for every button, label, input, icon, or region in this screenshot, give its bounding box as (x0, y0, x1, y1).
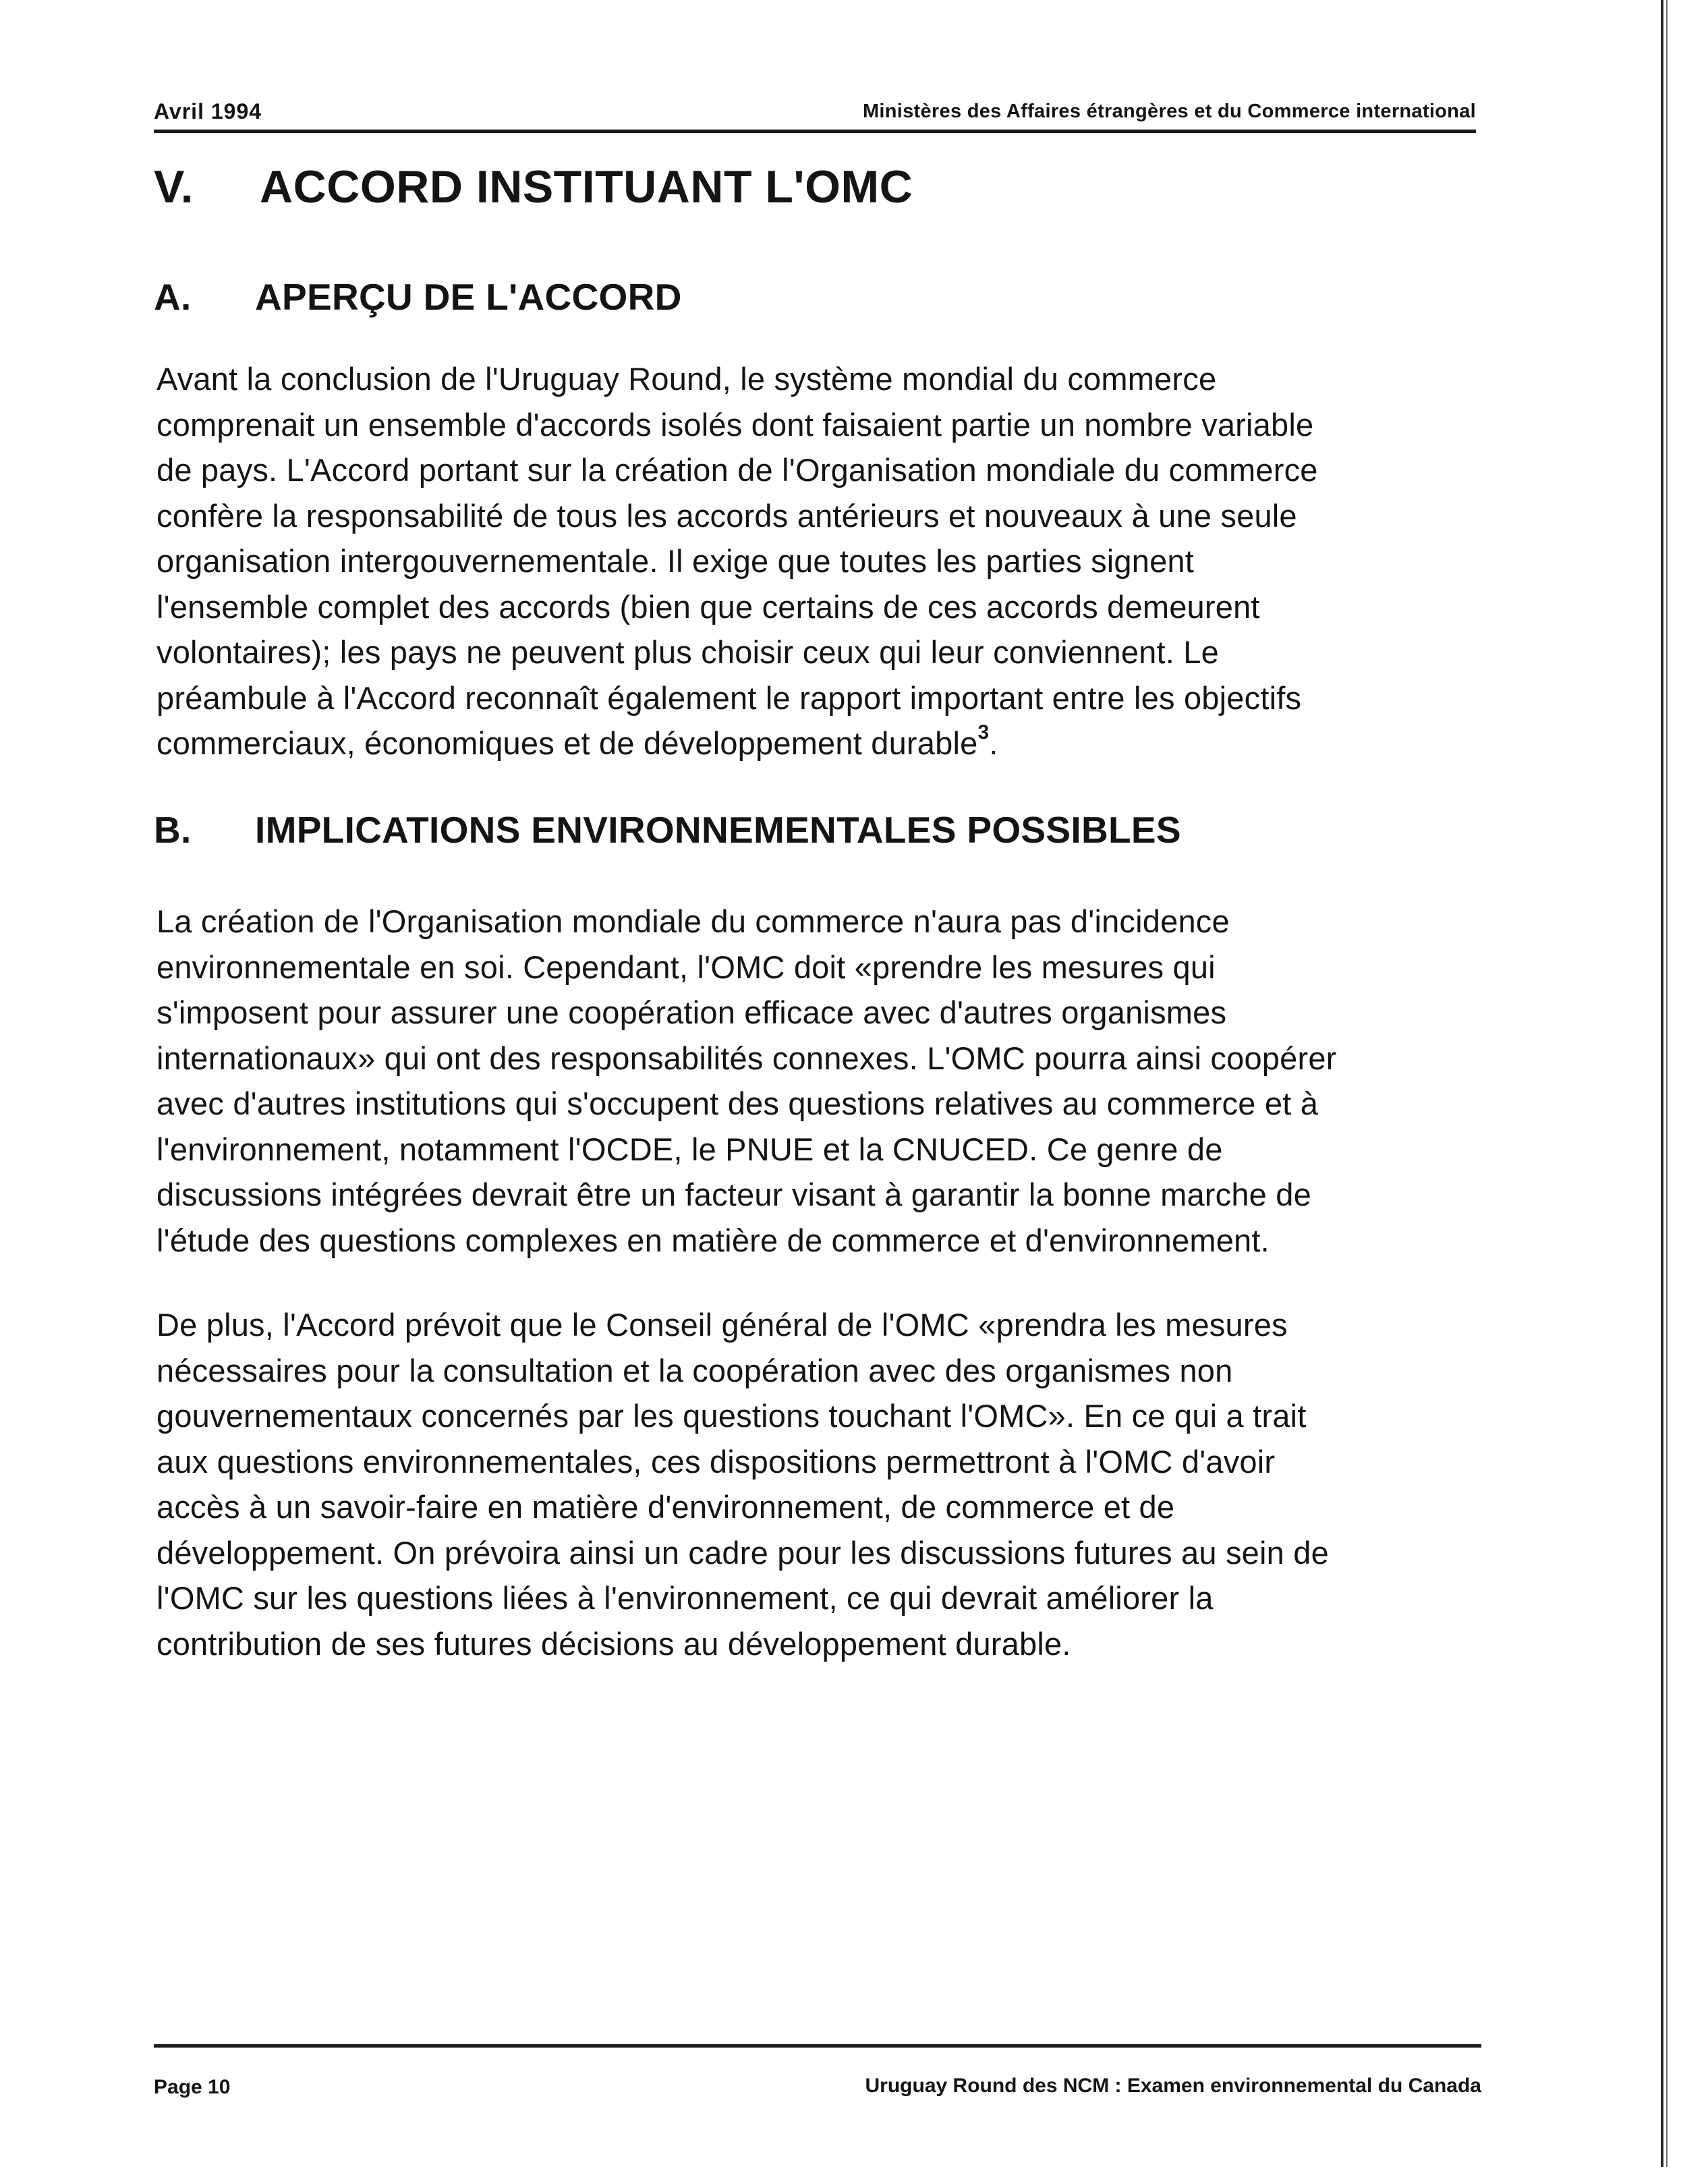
scan-border-shadow (1666, 0, 1668, 2167)
subsection-title: IMPLICATIONS ENVIRONNEMENTALES POSSIBLES (255, 809, 1181, 851)
text-line: confère la responsabilité de tous les accords antérieurs et nouveaux à une seule (156, 497, 1297, 534)
page-footer (154, 2044, 1481, 2098)
text-line: l'étude des questions complexes en matière de commerce et d'environnement. (156, 1222, 1270, 1258)
text-line: s'imposent pour assurer une coopération efficace avec d'autres organismes (156, 994, 1227, 1030)
scan-border (1661, 0, 1663, 2167)
text-line: commerciaux, économiques et de développement durable (156, 725, 978, 761)
text-line: l'OMC sur les questions liées à l'environnement, ce qui devrait améliorer la (156, 1580, 1214, 1616)
page-header (154, 90, 1476, 133)
text-line: comprenait un ensemble d'accords isolés dont faisaient partie un nombre variable (156, 406, 1314, 443)
text-line: nécessaires pour la consultation et la coopération avec des organismes non (156, 1352, 1233, 1388)
text-line-last (156, 721, 1492, 766)
paragraph-implications-1 (156, 899, 1492, 1263)
section-number: V. (154, 161, 194, 213)
page-number: Page 10 (154, 2076, 231, 2098)
section-heading (154, 161, 913, 213)
subsection-letter: B. (154, 809, 192, 851)
text-line: aux questions environnementales, ces dispositions permettront à l'OMC d'avoir (156, 1443, 1276, 1480)
subsection-heading-a (154, 275, 682, 318)
subsection-title: APERÇU DE L'ACCORD (255, 276, 682, 318)
text-line: Avant la conclusion de l'Uruguay Round, le système mondial du commerce (156, 361, 1217, 397)
header-ministry: Ministères des Affaires étrangères et du Commerce international (862, 101, 1476, 122)
text-line: l'ensemble complet des accords (bien que certains de ces accords demeurent (156, 588, 1260, 625)
text-line: de pays. L'Accord portant sur la création de l'Organisation mondiale du commerce (156, 452, 1318, 488)
text-line: gouvernementaux concernés par les questions touchant l'OMC». En ce qui a trait (156, 1398, 1307, 1434)
paragraph-apercu (156, 356, 1492, 766)
paragraph-implications-2 (156, 1302, 1492, 1666)
text-line: La création de l'Organisation mondiale du commerce n'aura pas d'incidence (156, 903, 1230, 939)
footnote-reference: 3 (977, 721, 990, 744)
text-line: volontaires); les pays ne peuvent plus choisir ceux qui leur conviennent. Le (156, 634, 1219, 670)
footer-document-title: Uruguay Round des NCM : Examen environnemental du Canada (865, 2075, 1481, 2097)
text-line: environnementale en soi. Cependant, l'OMC doit «prendre les mesures qui (156, 949, 1216, 985)
section-title: ACCORD INSTITUANT L'OMC (260, 161, 913, 213)
text-line: discussions intégrées devrait être un facteur visant à garantir la bonne marche de (156, 1177, 1311, 1212)
text-line: développement. On prévoira ainsi un cadre pour les discussions futures au sein de (156, 1534, 1329, 1571)
sentence-end: . (989, 725, 998, 761)
text-line: internationaux» qui ont des responsabilités connexes. L'OMC pourra ainsi coopérer (156, 1040, 1337, 1076)
header-date: Avril 1994 (154, 99, 262, 123)
text-line: accès à un savoir-faire en matière d'environnement, de commerce et de (156, 1489, 1175, 1525)
subsection-heading-b (154, 808, 1181, 851)
text-line: préambule à l'Accord reconnaît également le rapport important entre les objectifs (156, 679, 1302, 716)
text-line: l'environnement, notamment l'OCDE, le PNUE et la CNUCED. Ce genre de (156, 1131, 1223, 1167)
text-line: contribution de ses futures décisions au développement durable. (156, 1625, 1071, 1662)
text-line: avec d'autres institutions qui s'occupent des questions relatives au commerce et à (156, 1086, 1319, 1121)
text-line: organisation intergouvernementale. Il exige que toutes les parties signent (156, 543, 1195, 579)
subsection-letter: A. (154, 276, 192, 318)
text-line: De plus, l'Accord prévoit que le Conseil général de l'OMC «prendra les mesures (156, 1307, 1288, 1343)
